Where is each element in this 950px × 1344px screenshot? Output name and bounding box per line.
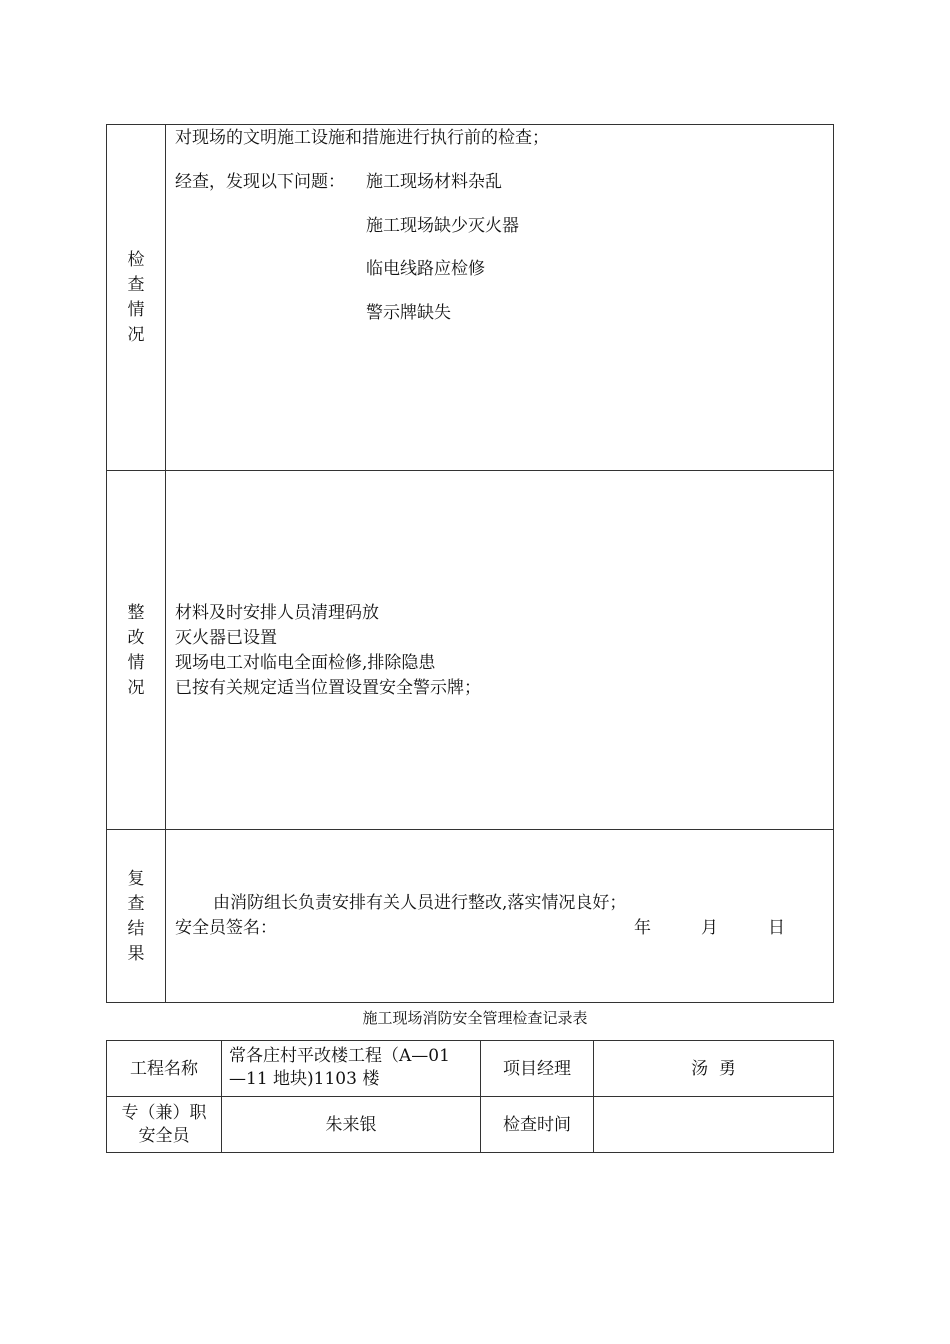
label-char: 果	[127, 944, 145, 964]
issue-item: 警示牌缺失	[366, 303, 451, 323]
label-char: 查	[127, 894, 145, 914]
review-section-label	[107, 867, 165, 967]
inspection-found-prefix: 经查，发现以下问题：	[175, 172, 345, 192]
review-text: 由消防组长负责安排有关人员进行整改,落实情况良好；	[213, 893, 627, 913]
table-border-bottom	[106, 1002, 834, 1003]
manager-label: 项目经理	[503, 1058, 571, 1079]
issue-item: 施工现场缺少灭火器	[366, 216, 519, 236]
label-char: 检	[127, 250, 145, 270]
rectification-section-label	[107, 601, 165, 701]
signer-label: 安全员签名：	[175, 918, 277, 938]
issue-item: 施工现场材料杂乱	[366, 172, 502, 192]
manager-value: 汤 勇	[691, 1058, 736, 1079]
row-divider	[106, 470, 834, 471]
project-name-line: 常各庄村平改楼工程（A—01	[229, 1046, 450, 1066]
info-col-border	[833, 1040, 834, 1153]
project-name-label: 工程名称	[130, 1058, 198, 1079]
inspection-time-label: 检查时间	[503, 1114, 571, 1135]
safety-officer-value: 朱来银	[325, 1114, 377, 1135]
inspection-intro: 对现场的文明施工设施和措施进行执行前的检查；	[175, 128, 549, 148]
rectification-item: 已按有关规定适当位置设置安全警示牌；	[175, 678, 481, 698]
label-column-divider	[165, 124, 166, 1003]
table-border-top	[106, 124, 834, 125]
rectification-item: 灭火器已设置	[175, 628, 277, 648]
label-char: 情	[127, 653, 145, 673]
rectification-item: 现场电工对临电全面检修,排除隐患	[175, 653, 436, 673]
label-char: 况	[127, 678, 145, 698]
label-char: 情	[127, 300, 145, 320]
label-char: 整	[127, 603, 145, 623]
label-char: 复	[127, 869, 145, 889]
safety-officer-label-line: 安全员	[138, 1125, 190, 1146]
label-char: 结	[127, 919, 145, 939]
safety-officer-label	[107, 1097, 221, 1152]
safety-officer-label-line: 专（兼）职	[121, 1102, 207, 1123]
project-name-value	[229, 1045, 479, 1091]
date-year-label: 年	[634, 918, 651, 938]
date-day-label: 日	[768, 918, 785, 938]
date-month-label: 月	[701, 918, 718, 938]
inspection-section-label	[107, 248, 165, 348]
form-title: 施工现场消防安全管理检查记录表	[362, 1009, 588, 1027]
inspection-time-value[interactable]	[594, 1097, 833, 1152]
project-name-line: —11 地块)1103 楼	[229, 1069, 380, 1089]
label-char: 况	[127, 325, 145, 345]
issue-item: 临电线路应检修	[366, 259, 485, 279]
rectification-item: 材料及时安排人员清理码放	[175, 603, 379, 623]
table-border-right	[833, 124, 834, 1003]
label-char: 改	[127, 628, 145, 648]
label-char: 查	[127, 275, 145, 295]
row-divider	[106, 829, 834, 830]
info-table-border-bottom	[106, 1152, 834, 1153]
